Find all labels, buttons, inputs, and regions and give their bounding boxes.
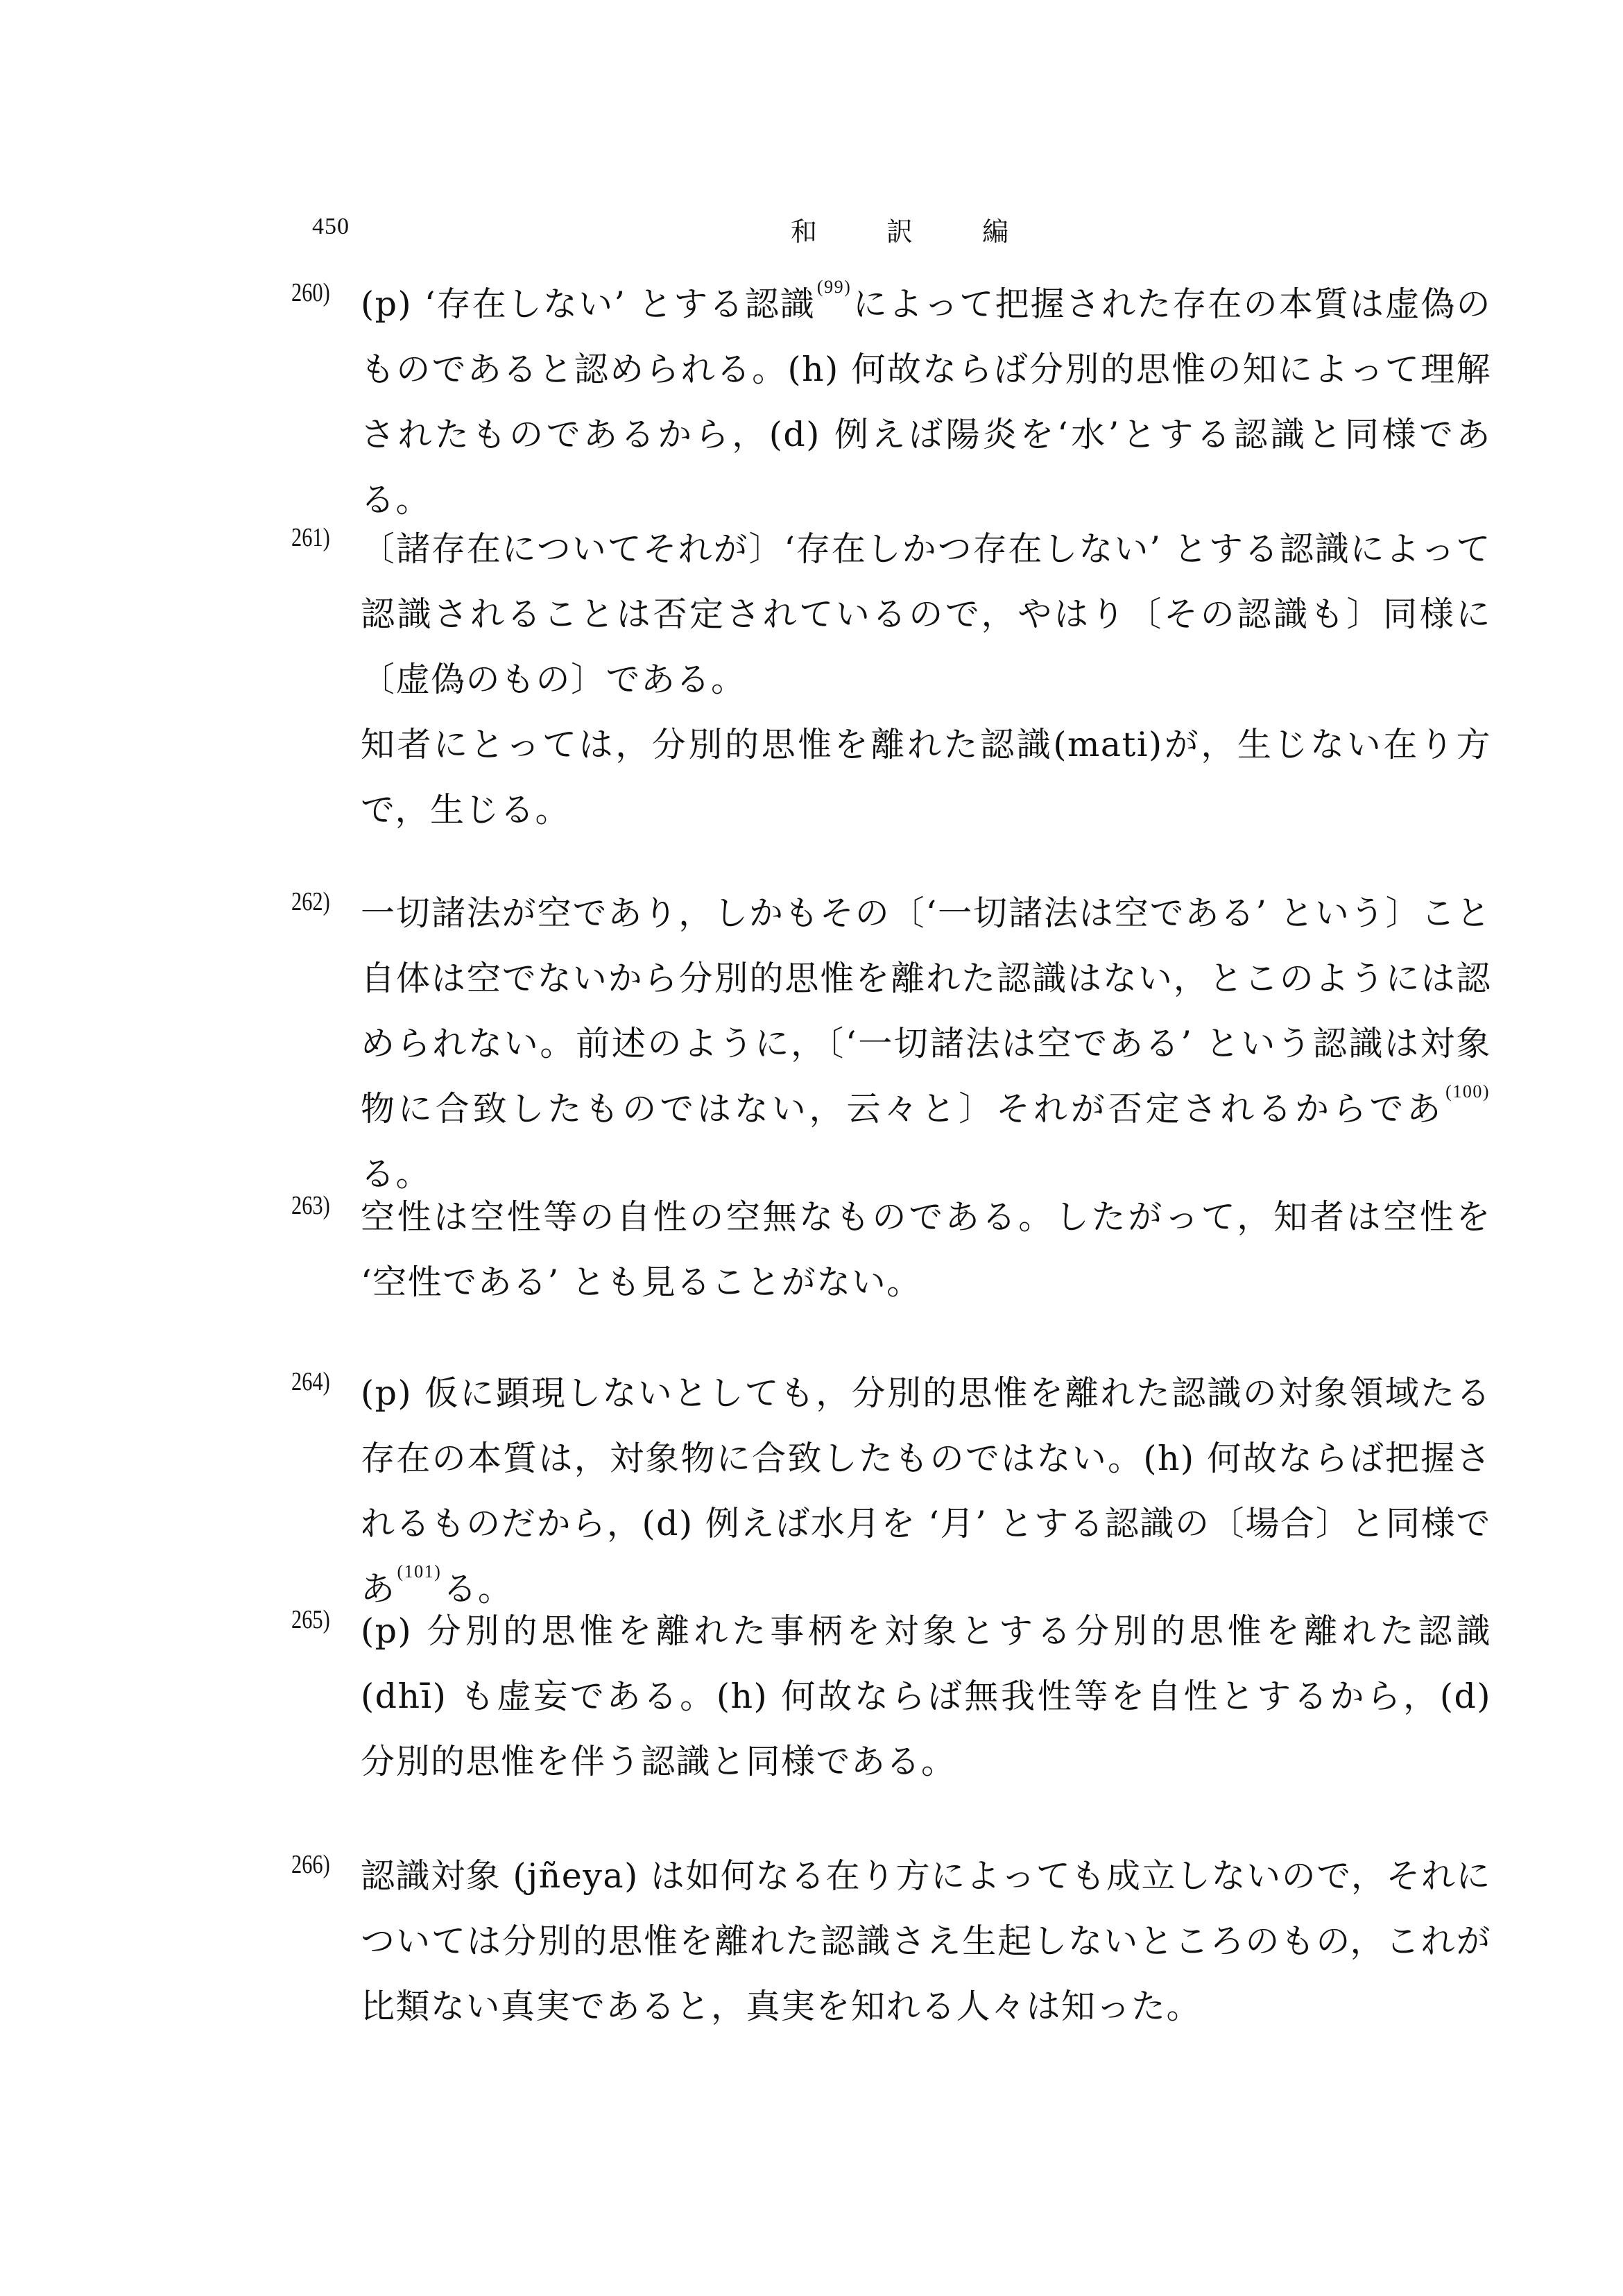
entry-number: 266) <box>291 1850 330 1879</box>
entry-text <box>361 1185 1491 1315</box>
entry-text <box>361 272 1491 533</box>
entry-number: 261) <box>291 523 330 552</box>
text-run: 認識対象 (jñeya) は如何なる在り方によっても成立しないので，それについては分別的思惟を離れた認識さえ生起しないところのもの，これが比類ない真実であると，真実を知れる人々は知った。 <box>361 1856 1491 2026</box>
text-run: 〔諸存在についてそれが〕‘存在しかつ存在しない’ とする認識によって認識されることは否定されているので，やはり〔その認識も〕同様に〔虚偽のもの〕である。 <box>361 529 1491 699</box>
text-run: (p) ‘存在しない’ とする認識 <box>361 284 816 324</box>
text-run: (p) 分別的思惟を離れた事柄を対象とする分別的思惟を離れた認識 (dhī) も虚妄である。(h) 何故ならば無我性等を自性とするから，(d) 分別的思惟を伴う認識と同様である。 <box>361 1611 1491 1781</box>
entry-text <box>361 517 1491 843</box>
text-run: 一切諸法が空であり，しかもその〔‘一切諸法は空である’ という〕こと自体は空でないから分別的思惟を離れた認識はない，とこのようには認められない。前述のように，〔‘一切諸法は空である’ という認識は対象物に合致したものではない，云々と〕それが否定されるからであ <box>361 893 1491 1129</box>
entry-261 <box>291 517 1498 843</box>
text-run: 知者にとっては，分別的思惟を離れた認識(mati)が，生じない在り方で，生じる。 <box>361 725 1491 830</box>
page-number: 450 <box>312 214 350 239</box>
note-reference: (100) <box>1445 1081 1490 1102</box>
entry-260 <box>291 272 1498 533</box>
paragraph <box>361 712 1491 843</box>
entry-263 <box>291 1185 1498 1315</box>
entry-number: 263) <box>291 1191 330 1220</box>
text-run: る。 <box>443 1569 513 1609</box>
paragraph <box>361 1844 1491 2039</box>
text-run: る。 <box>361 1154 431 1194</box>
running-head: 和 訳 編 <box>791 216 1040 247</box>
paragraph <box>361 881 1491 1207</box>
entry-265 <box>291 1599 1498 1794</box>
paragraph <box>361 1599 1491 1794</box>
entry-number: 262) <box>291 887 330 916</box>
paragraph <box>361 517 1491 712</box>
text-run: によって把握された存在の本質は虚偽のものであると認められる。(h) 何故ならば分別的思惟の知によって理解されたものであるから，(d) 例えば陽炎を‘水’とする認識と同様である。 <box>361 284 1491 520</box>
entry-266 <box>291 1844 1498 2039</box>
paragraph <box>361 1185 1491 1315</box>
entry-number: 260) <box>291 278 330 307</box>
paragraph <box>361 272 1491 533</box>
entry-264 <box>291 1361 1498 1622</box>
entry-text <box>361 1599 1491 1794</box>
text-run: (p) 仮に顕現しないとしても，分別的思惟を離れた認識の対象領域たる存在の本質は，対象物に合致したものではない。(h) 何故ならば把握されるものだから，(d) 例えば水月を ‘月’ とする認識の〔場合〕と同様であ <box>361 1373 1491 1609</box>
entry-text <box>361 881 1491 1207</box>
entry-262 <box>291 881 1498 1207</box>
note-reference: (101) <box>397 1561 442 1582</box>
entry-text <box>361 1844 1491 2039</box>
note-reference: (99) <box>816 276 852 297</box>
text-run: 空性は空性等の自性の空無なものである。したがって，知者は空性を ‘空性である’ とも見ることがない。 <box>361 1197 1491 1302</box>
entry-number: 264) <box>291 1367 330 1396</box>
entry-text <box>361 1361 1491 1622</box>
paragraph <box>361 1361 1491 1622</box>
entry-number: 265) <box>291 1605 330 1634</box>
